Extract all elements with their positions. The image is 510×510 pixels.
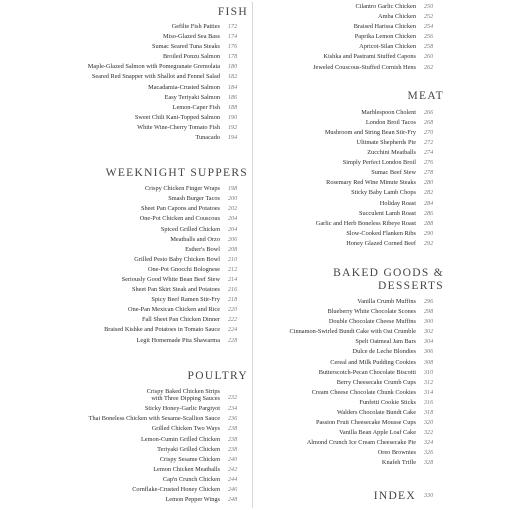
toc-entry xyxy=(62,414,248,424)
entries-poultry-continued xyxy=(256,2,444,73)
toc-entry xyxy=(256,337,444,347)
toc-entry xyxy=(62,83,248,93)
toc-entry-title: Ultimate Shepherds Pie xyxy=(356,138,416,146)
toc-entry-title: Jeweled Couscous-Stuffed Cornish Hens xyxy=(313,63,416,71)
section-weeknight-suppers xyxy=(62,167,248,346)
toc-entry-page: 194 xyxy=(228,135,238,142)
toc-entry xyxy=(256,347,444,357)
toc-entry xyxy=(62,465,248,475)
toc-entry-page: 186 xyxy=(228,94,238,101)
toc-entry-title: Lemon-Cumin Grilled Chicken xyxy=(140,435,220,443)
toc-entry-page: 300 xyxy=(424,319,434,326)
toc-entry-title: Legit Homemade Pita Shawarma xyxy=(136,336,220,344)
toc-entry-page: 254 xyxy=(424,24,434,31)
toc-entry xyxy=(256,138,444,148)
index-entry xyxy=(256,490,444,503)
toc-entry-title: Butterscotch-Pecan Chocolate Biscotti xyxy=(318,368,416,376)
toc-entry-title: Rosemary Red Wine Minute Steaks xyxy=(326,179,416,187)
toc-entry-title: Miso-Glazed Sea Bass xyxy=(162,33,220,41)
section-heading-poultry: POULTRY xyxy=(187,369,248,382)
toc-entry xyxy=(256,22,444,32)
toc-entry xyxy=(256,297,444,307)
toc-entry-page: 172 xyxy=(228,24,238,30)
toc-entry xyxy=(256,2,444,12)
toc-entry-title: Crispy Sesame Chicken xyxy=(159,455,220,463)
toc-entry-title: Sumac Seared Tuna Steaks xyxy=(151,43,220,51)
toc-entry-title: Macadamia-Crusted Salmon xyxy=(148,83,220,91)
toc-entry-page: 326 xyxy=(424,450,434,457)
toc-entry-page: 192 xyxy=(228,124,238,131)
toc-entry-title: Vanilla Bean Apple Loaf Cake xyxy=(339,429,416,437)
toc-entry-page: 218 xyxy=(228,297,238,304)
toc-entry-page: 216 xyxy=(228,287,238,294)
toc-entry xyxy=(256,378,444,388)
toc-entry xyxy=(256,448,444,458)
toc-entry xyxy=(256,188,444,198)
section-meat xyxy=(256,90,444,249)
toc-entry xyxy=(62,52,248,62)
toc-entry-page: 278 xyxy=(424,170,434,177)
toc-entry-page: 212 xyxy=(228,266,238,273)
toc-entry xyxy=(256,358,444,368)
toc-entry-page: 308 xyxy=(424,359,434,366)
toc-entry-title: Knafeh Trifle xyxy=(381,459,416,467)
toc-entry-page: 232 xyxy=(228,395,238,402)
toc-entry-title: Double Chocolate Cheese Muffins xyxy=(328,318,416,326)
section-heading-fish: FISH xyxy=(217,6,248,18)
toc-entry-title: Blueberry White Chocolate Scones xyxy=(327,308,416,316)
toc-entry-page: 184 xyxy=(228,84,238,91)
toc-entry-page: 206 xyxy=(228,236,238,243)
section-poultry-continued xyxy=(256,2,444,73)
toc-entry-title: Smash Burger Tacos xyxy=(168,195,220,203)
toc-entry xyxy=(62,285,248,295)
toc-entry-title: Teriyaki Grilled Chicken xyxy=(157,445,220,453)
toc-entry xyxy=(62,194,248,204)
toc-entry xyxy=(256,398,444,408)
toc-entry xyxy=(62,275,248,285)
right-column xyxy=(256,0,444,503)
toc-entry-page: 228 xyxy=(228,337,238,344)
toc-entry-title: Tunacado xyxy=(195,134,220,142)
toc-entry xyxy=(256,32,444,42)
toc-entry-page: 244 xyxy=(228,476,238,483)
toc-entry xyxy=(62,387,248,405)
toc-entry-title: Braised Harissa Chicken xyxy=(353,23,416,31)
toc-entry-title: Lemon Pepper Wings xyxy=(165,496,220,504)
toc-entry xyxy=(256,63,444,73)
section-heading-baked-line1: BAKED GOODS & xyxy=(333,266,444,279)
toc-entry-title: Walders Chocolate Bundt Cake xyxy=(336,409,416,416)
toc-entry-page: 246 xyxy=(228,486,238,493)
toc-entry-title: Kishka and Pastrami Stuffed Capons xyxy=(323,53,416,61)
toc-entry xyxy=(256,158,444,168)
toc-entry-title: Simply Perfect London Broil xyxy=(342,159,416,167)
toc-entry-title: Grilled Chicken Two Ways xyxy=(151,425,220,433)
toc-entry-title: Sheet Pan Capons and Potatoes xyxy=(140,205,220,213)
toc-entry-title: Passion Fruit Cheesecake Mousse Cups xyxy=(315,419,416,427)
toc-entry-page: 276 xyxy=(424,160,434,167)
toc-entry xyxy=(256,307,444,317)
toc-entry-page: 316 xyxy=(424,399,434,406)
toc-entry-title: Spicy Beef Ramen Stir-Fry xyxy=(151,296,220,304)
toc-entry xyxy=(256,388,444,398)
toc-entry-page: 242 xyxy=(228,466,238,473)
toc-entry xyxy=(62,42,248,52)
toc-entry xyxy=(62,265,248,275)
toc-entry-title: Cap'n Crunch Chicken xyxy=(162,475,220,483)
toc-entry xyxy=(256,209,444,219)
toc-entry-page: 238 xyxy=(228,436,238,443)
toc-entry-page: 214 xyxy=(228,276,238,283)
left-column xyxy=(62,0,248,505)
toc-entry-page: 190 xyxy=(228,114,238,121)
toc-entry-page: 224 xyxy=(228,327,238,334)
toc-entry-page: 238 xyxy=(228,446,238,453)
toc-entry xyxy=(62,62,248,72)
toc-entry-page: 180 xyxy=(228,64,238,71)
toc-entry-title: Sticky Honey-Garlic Pargiyot xyxy=(144,405,220,413)
toc-entry-page: 238 xyxy=(228,426,238,433)
toc-entry xyxy=(256,438,444,448)
toc-entry xyxy=(62,123,248,133)
toc-entry-page: 200 xyxy=(228,196,238,203)
toc-entry-page: 304 xyxy=(424,339,434,346)
index-page-number: 330 xyxy=(424,492,434,499)
toc-entry xyxy=(256,148,444,158)
toc-entry xyxy=(62,336,248,346)
toc-entry-title: Lemon Chicken Meatballs xyxy=(153,465,220,473)
toc-entry-page: 262 xyxy=(424,64,434,71)
toc-entry xyxy=(256,219,444,229)
toc-entry-title: Thai Boneless Chicken with Sesame-Scallion Sauce xyxy=(88,415,220,423)
toc-entry xyxy=(62,485,248,495)
toc-entry-page: 188 xyxy=(228,104,238,111)
toc-entry-title: Slow-Cooked Flanken Ribs xyxy=(346,229,416,237)
toc-entry-title: Easy Teriyaki Salmon xyxy=(164,93,220,101)
toc-entry-title: Vanilla Crumb Muffins xyxy=(357,297,416,305)
toc-entry-page: 248 xyxy=(228,497,238,504)
toc-entry-page: 256 xyxy=(424,34,434,41)
toc-entry-page: 252 xyxy=(424,14,434,21)
toc-entry-page: 258 xyxy=(424,44,434,51)
toc-entry-title: Dulce de Leche Blondies xyxy=(352,348,416,356)
toc-entry-page: 204 xyxy=(228,226,238,233)
toc-entry-title: Fall Sheet Pan Chicken Dinner xyxy=(142,316,220,324)
toc-entry xyxy=(256,408,444,418)
toc-entry-title: Amba Chicken xyxy=(378,13,416,21)
toc-entry xyxy=(62,424,248,434)
toc-entry xyxy=(62,184,248,194)
toc-entry xyxy=(62,93,248,103)
toc-entry xyxy=(62,255,248,265)
toc-entry-page: 240 xyxy=(228,456,238,463)
toc-entry-title: Crispy Chicken Finger Wraps xyxy=(144,185,220,193)
toc-entry xyxy=(256,108,444,118)
toc-entry-title: Paprika Lemon Chicken xyxy=(354,33,416,41)
toc-entry-page: 268 xyxy=(424,119,434,126)
toc-entry-title: Sweet Chili Kani-Topped Salmon xyxy=(134,113,220,121)
toc-entry-page: 266 xyxy=(424,109,434,116)
toc-entry xyxy=(62,445,248,455)
section-heading-weeknight-suppers: WEEKNIGHT SUPPERS xyxy=(105,167,248,180)
toc-entry-title: Cream Cheese Chocolate Chunk Cookies xyxy=(311,388,416,396)
section-fish xyxy=(62,6,248,143)
column-divider xyxy=(252,2,253,508)
toc-entry-title: Maple-Glazed Salmon with Pomegranate Gremolata xyxy=(87,63,220,71)
toc-entry-page: 328 xyxy=(424,460,434,467)
toc-entry-page: 250 xyxy=(424,4,434,10)
toc-entry xyxy=(256,118,444,128)
toc-entry-title: Seriously Good White Bean Beef Stew xyxy=(121,275,220,283)
toc-entry xyxy=(256,317,444,327)
toc-entry xyxy=(62,22,248,32)
toc-entry-page: 174 xyxy=(228,34,238,41)
toc-entry-title: Almond Crunch Ice Cream Cheesecake Pie xyxy=(306,439,416,447)
toc-entry-title: Apricot-Silan Chicken xyxy=(359,43,416,51)
section-poultry xyxy=(62,370,248,506)
toc-entry-title: Oreo Brownies xyxy=(377,449,416,457)
toc-entry xyxy=(62,455,248,465)
toc-entry xyxy=(62,245,248,255)
toc-entry xyxy=(256,12,444,22)
toc-entry-page: 286 xyxy=(424,210,434,217)
toc-entry xyxy=(256,368,444,378)
toc-entry-title: Sticky Baby Lamb Chops xyxy=(351,189,416,197)
toc-entry-title: One-Pot Chicken and Couscous xyxy=(139,215,220,223)
toc-entry-title: Crispy Baked Chicken Strips with Three Dipping Sauces xyxy=(146,387,220,403)
toc-entry-title: One-Pan Mexican Chicken and Rice xyxy=(128,306,220,314)
toc-entry-title: Cinnamon-Swirled Bundt Cake with Oat Crumble xyxy=(289,328,416,336)
toc-entry xyxy=(256,458,444,468)
toc-entry-title: Gefilte Fish Patties xyxy=(171,23,220,30)
toc-entry-page: 324 xyxy=(424,440,434,447)
toc-entry-page: 182 xyxy=(228,74,238,81)
toc-entry-page: 322 xyxy=(424,430,434,437)
toc-entry-page: 280 xyxy=(424,180,434,187)
toc-entry xyxy=(256,327,444,337)
toc-entry-title: Seared Red Snapper with Shallot and Fennel Salad xyxy=(91,73,220,81)
toc-entry-title: Garlic and Herb Boneless Ribeye Roast xyxy=(315,219,416,227)
toc-entry-page: 198 xyxy=(228,186,238,193)
toc-entry-title: Spelt Oatmeal Jam Bars xyxy=(355,338,416,346)
toc-entry-title: Zucchini Meatballs xyxy=(367,149,416,157)
toc-entry-page: 288 xyxy=(424,220,434,227)
toc-entry-page: 210 xyxy=(228,256,238,263)
toc-entry xyxy=(62,72,248,82)
toc-entry-title: Sumac Beef Stew xyxy=(371,169,416,177)
toc-entry-title: Grilled Pesto Baby Chicken Bowl xyxy=(134,255,220,263)
toc-entry-page: 320 xyxy=(424,420,434,427)
toc-entry xyxy=(62,435,248,445)
toc-entry xyxy=(62,325,248,335)
toc-entry-page: 314 xyxy=(424,389,434,396)
toc-entry xyxy=(256,168,444,178)
toc-entry-page: 306 xyxy=(424,349,434,356)
toc-entry-page: 270 xyxy=(424,129,434,136)
toc-entry-page: 234 xyxy=(228,406,238,413)
toc-entry xyxy=(62,475,248,485)
toc-entry-title: London Broil Tacos xyxy=(365,118,416,126)
toc-entry xyxy=(256,239,444,249)
section-heading-baked-line2: DESSERTS xyxy=(378,279,444,292)
toc-entry xyxy=(62,113,248,123)
toc-entry xyxy=(256,199,444,209)
toc-entry-title: Braised Kishke and Potatoes in Tomato Sauce xyxy=(104,326,220,334)
toc-entry-title: Funfetti Cookie Sticks xyxy=(359,398,416,406)
toc-entry-title: Succulent Lamb Roast xyxy=(358,209,416,217)
toc-entry-page: 298 xyxy=(424,309,434,316)
toc-entry-page: 284 xyxy=(424,200,434,207)
section-heading-meat: MEAT xyxy=(407,89,444,102)
entries-baked-goods-desserts xyxy=(256,297,444,469)
toc-entry-page: 302 xyxy=(424,329,434,336)
section-baked-goods-desserts xyxy=(256,267,444,469)
toc-entry xyxy=(256,52,444,62)
entries-weeknight-suppers xyxy=(62,184,248,346)
toc-entry xyxy=(256,428,444,438)
toc-entry-page: 220 xyxy=(228,307,238,314)
toc-entry-title: Cereal and Milk Pudding Cookies xyxy=(330,358,416,366)
toc-entry-title: White Wine-Cherry Tomato Fish xyxy=(137,123,220,131)
toc-entry xyxy=(256,178,444,188)
toc-entry xyxy=(62,295,248,305)
toc-entry-title: Broiled Ponzu Salmon xyxy=(162,53,220,61)
toc-entry-page: 272 xyxy=(424,139,434,146)
toc-entry-page: 290 xyxy=(424,230,434,237)
toc-entry-page: 176 xyxy=(228,44,238,51)
toc-entry xyxy=(62,133,248,143)
toc-entry-title: Berry Cheesecake Crumb Cups xyxy=(336,378,416,386)
toc-entry xyxy=(62,235,248,245)
section-heading-index: INDEX xyxy=(373,489,416,502)
toc-entry-page: 222 xyxy=(228,317,238,324)
toc-entry xyxy=(256,418,444,428)
toc-entry xyxy=(62,103,248,113)
toc-entry-title: One-Pot Gnocchi Bolognese xyxy=(147,265,220,273)
toc-entry-page: 260 xyxy=(424,54,434,61)
toc-entry-title: Marblespoon Cholent xyxy=(361,108,416,116)
toc-entry-title: Mushroom and String Bean Stir-Fry xyxy=(324,128,416,136)
toc-entry-title: Cilantro Garlic Chicken xyxy=(355,3,416,10)
toc-entry-page: 178 xyxy=(228,54,238,61)
toc-entry-page: 202 xyxy=(228,206,238,213)
toc-entry-title: Lemon-Caper Fish xyxy=(172,103,220,111)
toc-entry-title: Esther's Bowl xyxy=(185,245,220,253)
toc-entry-page: 204 xyxy=(228,216,238,223)
toc-entry-page: 292 xyxy=(424,240,434,247)
toc-entry-page: 274 xyxy=(424,150,434,157)
toc-entry-title: Cornflake-Crusted Honey Chicken xyxy=(132,485,220,493)
toc-entry-page: 312 xyxy=(424,379,434,386)
toc-entry xyxy=(62,305,248,315)
toc-entry-title: Meatballs and Orzo xyxy=(170,235,220,243)
toc-entry-title: Honey Glazed Corned Beef xyxy=(346,239,416,247)
toc-entry xyxy=(62,404,248,414)
entries-poultry xyxy=(62,387,248,506)
toc-entry-page: 296 xyxy=(424,298,434,305)
toc-entry xyxy=(62,214,248,224)
toc-entry-page: 310 xyxy=(424,369,434,376)
entries-fish xyxy=(62,22,248,143)
toc-entry-page: 282 xyxy=(424,190,434,197)
section-index xyxy=(256,490,444,503)
toc-entry xyxy=(62,204,248,214)
toc-entry xyxy=(62,495,248,505)
entries-meat xyxy=(256,108,444,249)
toc-entry-title: Spiced Grilled Chicken xyxy=(160,225,220,233)
toc-entry xyxy=(62,32,248,42)
toc-entry xyxy=(256,229,444,239)
toc-entry-title: Sheet Pan Skirt Steak and Potatoes xyxy=(132,286,220,294)
toc-entry xyxy=(256,128,444,138)
toc-entry xyxy=(62,225,248,235)
toc-entry-title: Holiday Roast xyxy=(379,199,416,207)
toc-entry-page: 208 xyxy=(228,246,238,253)
toc-entry-page: 318 xyxy=(424,410,434,416)
toc-entry-page: 236 xyxy=(228,416,238,423)
toc-entry xyxy=(256,42,444,52)
toc-entry xyxy=(62,315,248,325)
